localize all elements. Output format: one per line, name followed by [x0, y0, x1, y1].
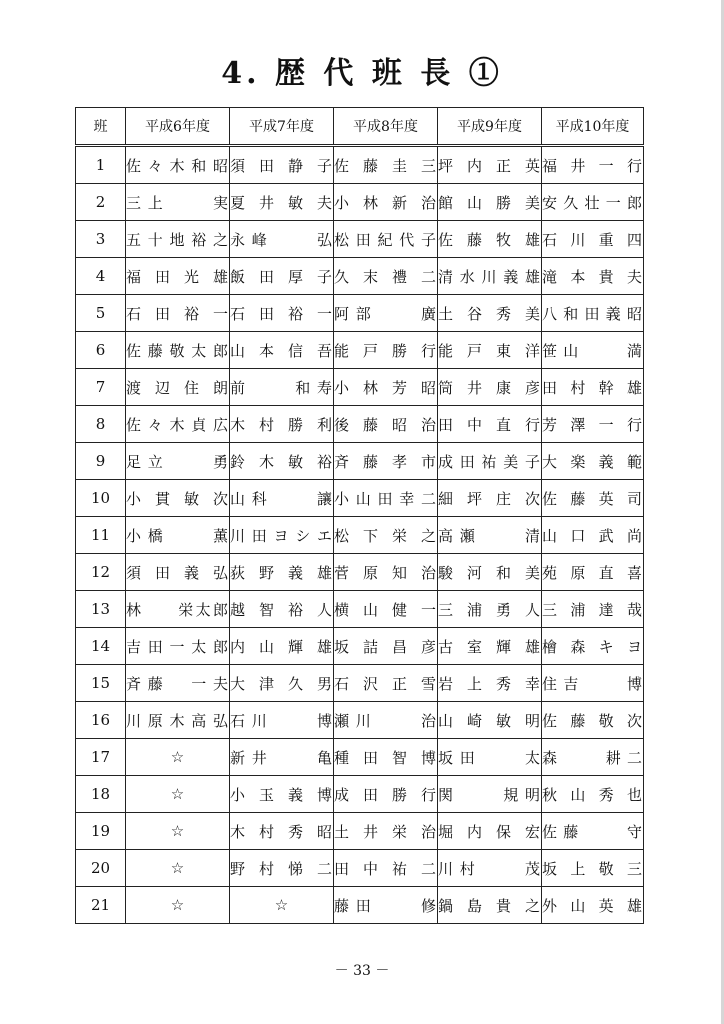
leader-name-cell [126, 369, 230, 406]
row-number: 13 [76, 591, 126, 628]
table-row [76, 332, 644, 369]
row-number: 19 [76, 813, 126, 850]
leader-name: 田中祐二 [334, 859, 437, 878]
leader-name: 能戸東洋 [438, 341, 541, 360]
leader-name: 苑原直喜 [542, 563, 643, 582]
leader-name: 渡辺住朗 [126, 378, 229, 397]
leader-name: 高瀬 清 [438, 526, 541, 545]
table-row [76, 443, 644, 480]
leader-name: 住吉 博 [542, 674, 643, 693]
leader-name-cell [126, 295, 230, 332]
leader-name-cell [334, 369, 438, 406]
column-header: 平成9年度 [438, 108, 542, 146]
leader-name: 成田祐美子 [438, 452, 541, 471]
leader-name: 川村 茂 [438, 859, 541, 878]
leader-name-cell [126, 146, 230, 184]
leader-name-cell [438, 295, 542, 332]
leader-name-cell [230, 480, 334, 517]
leader-name: 山崎敏明 [438, 711, 541, 730]
leader-name-cell [438, 480, 542, 517]
leader-name: 佐藤 守 [542, 822, 643, 841]
leader-name-cell [438, 443, 542, 480]
leader-name: 関 規明 [438, 785, 541, 804]
table-row [76, 369, 644, 406]
leader-name-cell [438, 850, 542, 887]
leader-name: 五十地裕之 [126, 230, 229, 249]
leader-name: 佐々木和昭 [126, 156, 229, 175]
leader-name: 石川 博 [230, 711, 333, 730]
leader-name-cell [230, 443, 334, 480]
leader-name-cell [334, 332, 438, 369]
row-number: 3 [76, 221, 126, 258]
table-row [76, 554, 644, 591]
leader-name-cell [126, 702, 230, 739]
leader-name-cell [126, 184, 230, 221]
leader-name-cell [334, 406, 438, 443]
leader-name: 安久壮一郎 [542, 193, 643, 212]
page-title: 4. 歴 代 班 長 ① [221, 56, 503, 91]
leader-name: 成田勝行 [334, 785, 437, 804]
leader-name: 飯田厚子 [230, 267, 333, 286]
table-row [76, 406, 644, 443]
leader-name-cell [230, 776, 334, 813]
leader-name-cell [438, 665, 542, 702]
table-row [76, 517, 644, 554]
leader-name: 松田紀代子 [334, 230, 437, 249]
row-number: 1 [76, 146, 126, 184]
leader-name-cell [438, 221, 542, 258]
row-number: 17 [76, 739, 126, 776]
leader-name-cell [126, 591, 230, 628]
table-row [76, 295, 644, 332]
table-row [76, 146, 644, 184]
table-row [76, 184, 644, 221]
leader-name: 秋山秀也 [542, 785, 643, 804]
leader-name: 土谷秀美 [438, 304, 541, 323]
leader-name: 佐藤敬太郎 [126, 341, 229, 360]
leader-name: 久末禮二 [334, 267, 437, 286]
leader-name: 佐藤圭三 [334, 156, 437, 175]
leader-name-cell [230, 184, 334, 221]
leader-name: 檜森キヨ [542, 637, 643, 656]
leader-name: 三浦勇人 [438, 600, 541, 619]
leader-name-cell [334, 665, 438, 702]
table-row [76, 776, 644, 813]
leader-name: 山口武尚 [542, 526, 643, 545]
leader-name-cell [334, 739, 438, 776]
leader-name: 佐藤敬次 [542, 711, 643, 730]
leader-name: 藤田 修 [334, 896, 437, 915]
leader-name-cell [230, 146, 334, 184]
leader-name-cell [542, 480, 644, 517]
leader-name: 三上 実 [126, 193, 229, 212]
table-row [76, 702, 644, 739]
row-number: 14 [76, 628, 126, 665]
leader-name: 坪内正英 [438, 156, 541, 175]
leader-name-cell [334, 628, 438, 665]
leader-name-cell [438, 184, 542, 221]
leader-name: 斉藤孝市 [334, 452, 437, 471]
leader-name: 石田裕一 [126, 304, 229, 323]
column-header: 平成10年度 [542, 108, 644, 146]
leader-name: 横山健一 [334, 600, 437, 619]
leader-name-cell [230, 258, 334, 295]
table-row [76, 628, 644, 665]
leader-name-cell [542, 628, 644, 665]
leader-name: 岩上秀幸 [438, 674, 541, 693]
leader-name: 種田智博 [334, 748, 437, 767]
leader-name: 筒井康彦 [438, 378, 541, 397]
leader-name-cell [542, 369, 644, 406]
leader-name-cell [542, 702, 644, 739]
roster-body [76, 146, 644, 924]
leader-name-cell [438, 776, 542, 813]
leader-name: 小玉義博 [230, 785, 333, 804]
leader-name-cell [542, 813, 644, 850]
leader-name-cell [438, 887, 542, 924]
row-number: 15 [76, 665, 126, 702]
leader-name-cell [334, 146, 438, 184]
leader-name-cell [126, 221, 230, 258]
leader-name: 越智裕人 [230, 600, 333, 619]
leader-name: 佐藤英司 [542, 489, 643, 508]
leader-name-cell [542, 406, 644, 443]
leader-name-cell [542, 184, 644, 221]
table-row [76, 739, 644, 776]
leader-name: 川田ヨシエ [230, 526, 333, 545]
leader-name-cell [438, 554, 542, 591]
leader-name-cell [230, 813, 334, 850]
leader-name-cell [334, 517, 438, 554]
leader-name-cell [438, 628, 542, 665]
leader-name: 小林芳昭 [334, 378, 437, 397]
leader-name: 足立 勇 [126, 452, 229, 471]
leader-name-cell [230, 406, 334, 443]
table-row [76, 665, 644, 702]
leader-name: 館山勝美 [438, 193, 541, 212]
table-row [76, 480, 644, 517]
leader-name-cell [126, 332, 230, 369]
row-number: 11 [76, 517, 126, 554]
leader-name-cell [230, 369, 334, 406]
leader-name: 能戸勝行 [334, 341, 437, 360]
leader-name-cell [438, 591, 542, 628]
row-number: 10 [76, 480, 126, 517]
vacant-star: ☆ [126, 850, 230, 887]
row-number: 2 [76, 184, 126, 221]
leader-name: 八和田義昭 [542, 304, 643, 323]
leader-name-cell [126, 258, 230, 295]
leader-name: 小林新治 [334, 193, 437, 212]
leader-name-cell [542, 295, 644, 332]
vacant-star: ☆ [126, 739, 230, 776]
leader-name-cell [542, 443, 644, 480]
leader-name-cell [542, 665, 644, 702]
leader-name: 木村勝利 [230, 415, 333, 434]
leader-name: 小山田幸二 [334, 489, 437, 508]
row-number: 12 [76, 554, 126, 591]
roster-table [75, 107, 644, 924]
leader-name: 坂田 太 [438, 748, 541, 767]
leader-name: 細坪庄次 [438, 489, 541, 508]
leader-name: 吉田一太郎 [126, 637, 229, 656]
leader-name: 鍋島貴之 [438, 896, 541, 915]
table-row [76, 813, 644, 850]
leader-name-cell [230, 739, 334, 776]
leader-name: 外山英雄 [542, 896, 643, 915]
leader-name-cell [334, 221, 438, 258]
leader-name-cell [230, 628, 334, 665]
column-header: 平成6年度 [126, 108, 230, 146]
row-number: 6 [76, 332, 126, 369]
leader-name: 林 栄太郎 [126, 600, 229, 619]
vacant-star: ☆ [126, 776, 230, 813]
leader-name-cell [438, 702, 542, 739]
leader-name-cell [230, 332, 334, 369]
leader-name: 三浦達哉 [542, 600, 643, 619]
leader-name-cell [334, 887, 438, 924]
leader-name: 山本信吾 [230, 341, 333, 360]
leader-name-cell [126, 628, 230, 665]
row-number: 21 [76, 887, 126, 924]
table-row [76, 591, 644, 628]
leader-name: 笹山 満 [542, 341, 643, 360]
leader-name-cell [438, 517, 542, 554]
leader-name: 鈴木敏裕 [230, 452, 333, 471]
leader-name: 永峰 弘 [230, 230, 333, 249]
page-number: － 33 － [334, 963, 390, 979]
vacant-star: ☆ [126, 887, 230, 924]
leader-name: 滝本貴夫 [542, 267, 643, 286]
leader-name-cell [542, 221, 644, 258]
leader-name: 夏井敏夫 [230, 193, 333, 212]
leader-name-cell [230, 850, 334, 887]
leader-name: 阿部 廣 [334, 304, 437, 323]
row-number: 5 [76, 295, 126, 332]
leader-name-cell [334, 184, 438, 221]
header-row [76, 108, 644, 146]
table-row [76, 887, 644, 924]
leader-name: 大津久男 [230, 674, 333, 693]
leader-name-cell [542, 591, 644, 628]
leader-name-cell [126, 406, 230, 443]
leader-name-cell [126, 665, 230, 702]
leader-name-cell [542, 146, 644, 184]
leader-name: 前 和寿 [230, 378, 333, 397]
table-row [76, 258, 644, 295]
leader-name: 田村幹雄 [542, 378, 643, 397]
leader-name-cell [230, 295, 334, 332]
leader-name-cell [438, 739, 542, 776]
leader-name-cell [542, 332, 644, 369]
leader-name-cell [438, 332, 542, 369]
leader-name: 坂上敬三 [542, 859, 643, 878]
leader-name: 福田光雄 [126, 267, 229, 286]
leader-name: 新井 亀 [230, 748, 333, 767]
leader-name: 堀内保宏 [438, 822, 541, 841]
leader-name: 大楽義範 [542, 452, 643, 471]
leader-name-cell [334, 258, 438, 295]
leader-name-cell [542, 850, 644, 887]
leader-name: 福井一行 [542, 156, 643, 175]
leader-name-cell [230, 517, 334, 554]
leader-name-cell [438, 258, 542, 295]
leader-name: 坂詰昌彦 [334, 637, 437, 656]
leader-name-cell [334, 813, 438, 850]
leader-name-cell [230, 591, 334, 628]
vacant-star: ☆ [230, 887, 334, 924]
leader-name: 小橋 薫 [126, 526, 229, 545]
table-row [76, 221, 644, 258]
leader-name: 清水川義雄 [438, 267, 541, 286]
leader-name-cell [542, 517, 644, 554]
leader-name: 木村秀昭 [230, 822, 333, 841]
leader-name-cell [334, 443, 438, 480]
leader-name: 土井栄治 [334, 822, 437, 841]
leader-name: 斉藤 一夫 [126, 674, 229, 693]
column-header: 班 [76, 108, 126, 146]
leader-name: 田中直行 [438, 415, 541, 434]
leader-name-cell [230, 665, 334, 702]
leader-name-cell [334, 776, 438, 813]
vacant-star: ☆ [126, 813, 230, 850]
leader-name-cell [542, 554, 644, 591]
leader-name: 野村悌二 [230, 859, 333, 878]
leader-name-cell [230, 221, 334, 258]
leader-name: 内山輝雄 [230, 637, 333, 656]
leader-name-cell [438, 406, 542, 443]
leader-name: 荻野義雄 [230, 563, 333, 582]
leader-name-cell [126, 443, 230, 480]
leader-name: 石田裕一 [230, 304, 333, 323]
leader-name-cell [126, 480, 230, 517]
leader-name-cell [334, 702, 438, 739]
column-header: 平成7年度 [230, 108, 334, 146]
table-row [76, 850, 644, 887]
leader-name-cell [334, 295, 438, 332]
leader-name-cell [542, 739, 644, 776]
leader-name-cell [334, 850, 438, 887]
leader-name: 芳澤一行 [542, 415, 643, 434]
leader-name: 佐藤牧雄 [438, 230, 541, 249]
leader-name-cell [126, 517, 230, 554]
row-number: 7 [76, 369, 126, 406]
leader-name: 古室輝雄 [438, 637, 541, 656]
leader-name: 石川重四 [542, 230, 643, 249]
leader-name: 小貫敏次 [126, 489, 229, 508]
leader-name: 松下栄之 [334, 526, 437, 545]
leader-name: 山科 讓 [230, 489, 333, 508]
leader-name: 川原木高弘 [126, 711, 229, 730]
row-number: 20 [76, 850, 126, 887]
leader-name-cell [230, 554, 334, 591]
leader-name-cell [438, 813, 542, 850]
leader-name-cell [542, 776, 644, 813]
row-number: 4 [76, 258, 126, 295]
leader-name-cell [334, 480, 438, 517]
leader-name-cell [126, 554, 230, 591]
row-number: 9 [76, 443, 126, 480]
leader-name-cell [438, 146, 542, 184]
row-number: 8 [76, 406, 126, 443]
column-header: 平成8年度 [334, 108, 438, 146]
leader-name: 後藤昭治 [334, 415, 437, 434]
leader-name: 菅原知治 [334, 563, 437, 582]
leader-name-cell [438, 369, 542, 406]
leader-name: 瀬川 治 [334, 711, 437, 730]
leader-name-cell [542, 258, 644, 295]
leader-name: 須田義弘 [126, 563, 229, 582]
leader-name: 佐々木貞広 [126, 415, 229, 434]
leader-name-cell [334, 554, 438, 591]
leader-name: 石沢正雪 [334, 674, 437, 693]
leader-name-cell [334, 591, 438, 628]
row-number: 18 [76, 776, 126, 813]
leader-name: 森 耕二 [542, 748, 643, 767]
leader-name: 駿河和美 [438, 563, 541, 582]
leader-name-cell [542, 887, 644, 924]
leader-name: 須田静子 [230, 156, 333, 175]
row-number: 16 [76, 702, 126, 739]
leader-name-cell [230, 702, 334, 739]
